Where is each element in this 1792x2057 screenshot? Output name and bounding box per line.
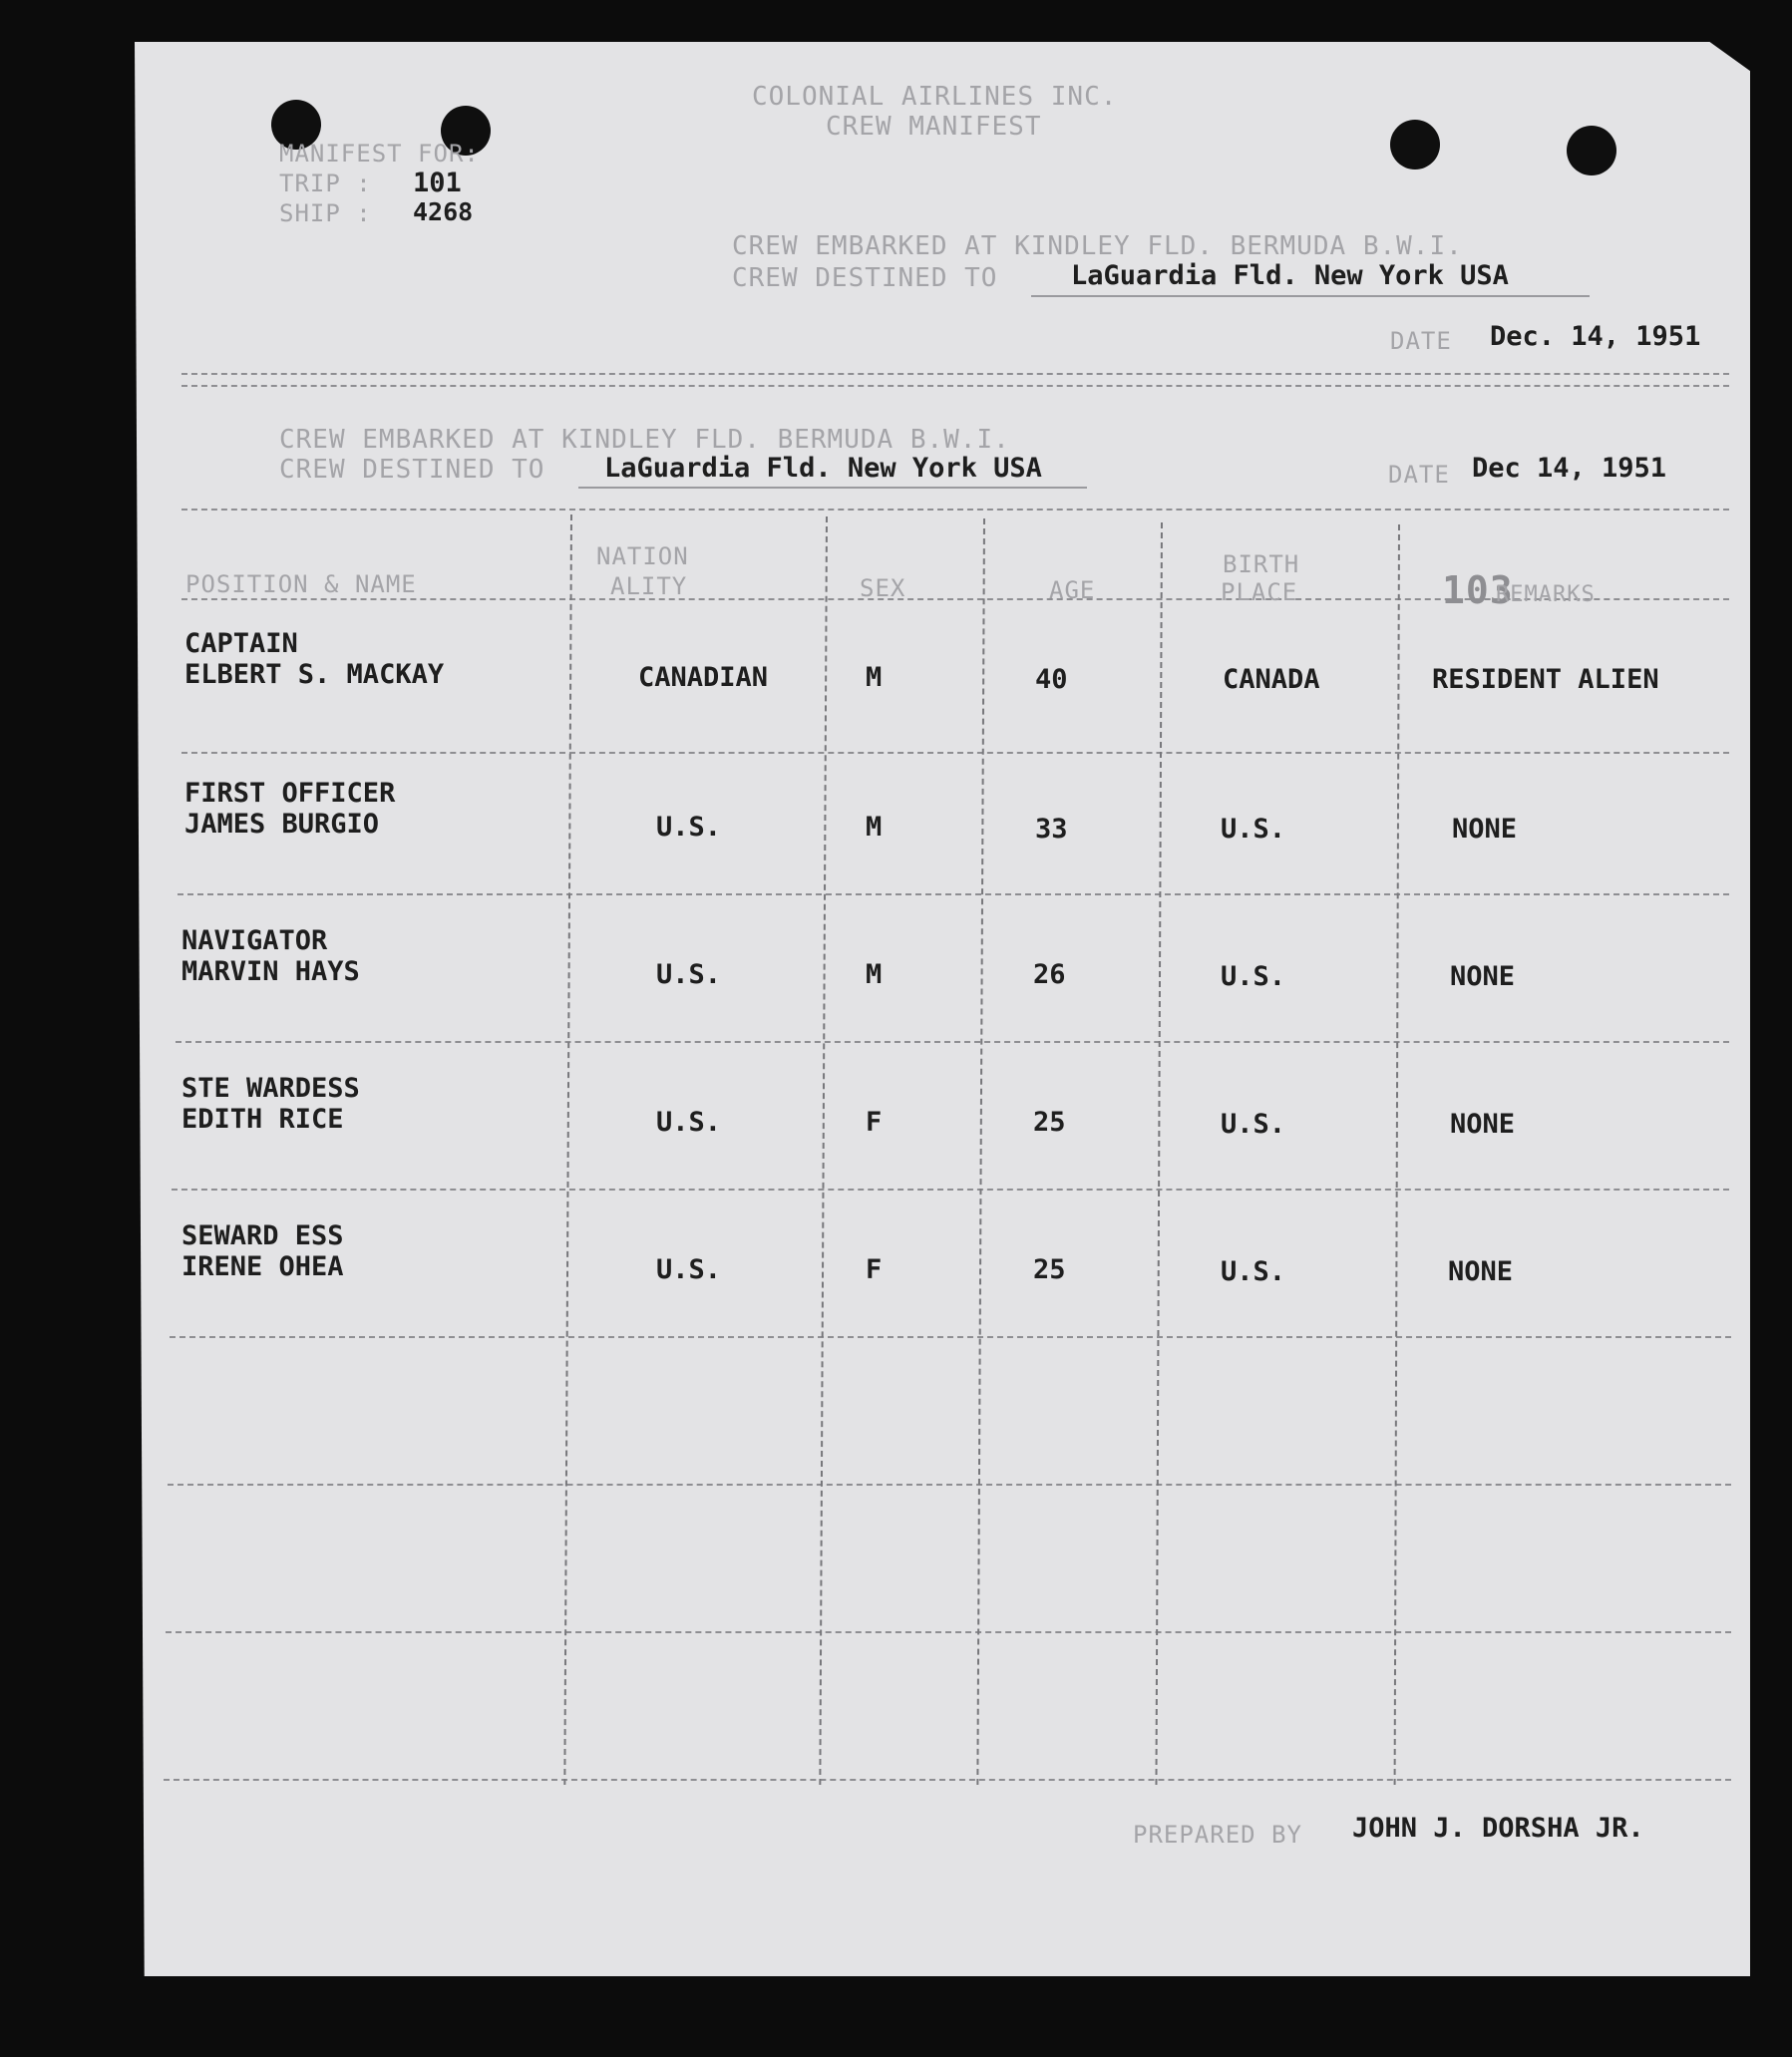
birth-place-cell: U.S.	[1221, 1256, 1286, 1287]
embarked-label-top: CREW EMBARKED AT KINDLEY FLD. BERMUDA B.W.I.	[732, 231, 1463, 261]
position-cell: CAPTAIN	[184, 628, 298, 659]
remarks-cell: NONE	[1452, 814, 1518, 845]
divider	[181, 373, 1729, 375]
name-cell: EDITH RICE	[181, 1104, 344, 1135]
birth-place-cell: CANADA	[1223, 664, 1320, 695]
remarks-cell: NONE	[1450, 961, 1516, 992]
sex-cell: F	[866, 1254, 883, 1285]
ship-label: SHIP :	[279, 199, 372, 227]
prepared-by-value: JOHN J. DORSHA JR.	[1352, 1813, 1644, 1844]
col-header-birth-place-2: PLACE	[1221, 578, 1298, 606]
trip-label: TRIP :	[279, 170, 372, 197]
col-header-remarks: REMARKS	[1496, 582, 1596, 607]
age-cell: 40	[1035, 664, 1068, 695]
position-cell: NAVIGATOR	[181, 925, 328, 956]
sex-cell: M	[866, 959, 883, 990]
remarks-cell: NONE	[1450, 1109, 1516, 1140]
punch-hole	[1567, 126, 1616, 175]
punch-hole	[1390, 120, 1440, 170]
position-cell: FIRST OFFICER	[184, 778, 396, 809]
destined-value-top: LaGuardia Fld. New York USA	[1071, 260, 1509, 291]
birth-place-cell: U.S.	[1221, 814, 1286, 845]
birth-place-cell: U.S.	[1221, 1109, 1286, 1140]
date-label-second: DATE	[1388, 461, 1450, 489]
nationality-cell: U.S.	[656, 1107, 722, 1138]
table-top-rule	[181, 509, 1729, 511]
col-header-nationality-2: ALITY	[610, 572, 688, 600]
sex-cell: M	[866, 662, 883, 693]
sex-cell: F	[866, 1107, 883, 1138]
date-label-top: DATE	[1390, 327, 1452, 355]
col-header-remarks-number: 103	[1442, 568, 1514, 612]
destined-value-second: LaGuardia Fld. New York USA	[604, 453, 1042, 484]
destined-label-top: CREW DESTINED TO	[732, 263, 998, 293]
age-cell: 25	[1033, 1254, 1066, 1285]
col-header-nationality: NATION	[596, 542, 689, 570]
remarks-cell: RESIDENT ALIEN	[1432, 664, 1659, 695]
ship-value: 4268	[413, 197, 474, 226]
position-cell: STE WARDESS	[181, 1073, 360, 1104]
name-cell: ELBERT S. MACKAY	[184, 659, 445, 690]
nationality-cell: CANADIAN	[638, 662, 769, 693]
name-cell: IRENE OHEA	[181, 1251, 344, 1282]
birth-place-cell: U.S.	[1221, 961, 1286, 992]
manifest-for-label: MANIFEST FOR:	[279, 140, 480, 168]
trip-value: 101	[413, 168, 462, 198]
remarks-cell: NONE	[1448, 1256, 1514, 1287]
date-value-top: Dec. 14, 1951	[1490, 321, 1701, 352]
destined-label-second: CREW DESTINED TO	[279, 455, 545, 485]
name-cell: JAMES BURGIO	[184, 809, 380, 840]
col-header-position-name: POSITION & NAME	[185, 570, 417, 598]
col-header-sex: SEX	[860, 574, 906, 602]
col-header-birth-place: BIRTH	[1223, 550, 1300, 578]
age-cell: 25	[1033, 1107, 1066, 1138]
date-value-second: Dec 14, 1951	[1472, 453, 1667, 484]
sex-cell: M	[866, 812, 883, 843]
embarked-label-second: CREW EMBARKED AT KINDLEY FLD. BERMUDA B.W.I.	[279, 425, 1010, 455]
col-header-age: AGE	[1049, 576, 1096, 604]
nationality-cell: U.S.	[656, 1254, 722, 1285]
age-cell: 33	[1035, 814, 1068, 845]
nationality-cell: U.S.	[656, 959, 722, 990]
position-cell: SEWARD ESS	[181, 1220, 344, 1251]
prepared-by-label: PREPARED BY	[1133, 1821, 1302, 1849]
nationality-cell: U.S.	[656, 812, 722, 843]
form-title: CREW MANIFEST	[826, 112, 1042, 142]
age-cell: 26	[1033, 959, 1066, 990]
company-name: COLONIAL AIRLINES INC.	[752, 82, 1118, 112]
name-cell: MARVIN HAYS	[181, 956, 360, 987]
divider	[181, 385, 1729, 387]
